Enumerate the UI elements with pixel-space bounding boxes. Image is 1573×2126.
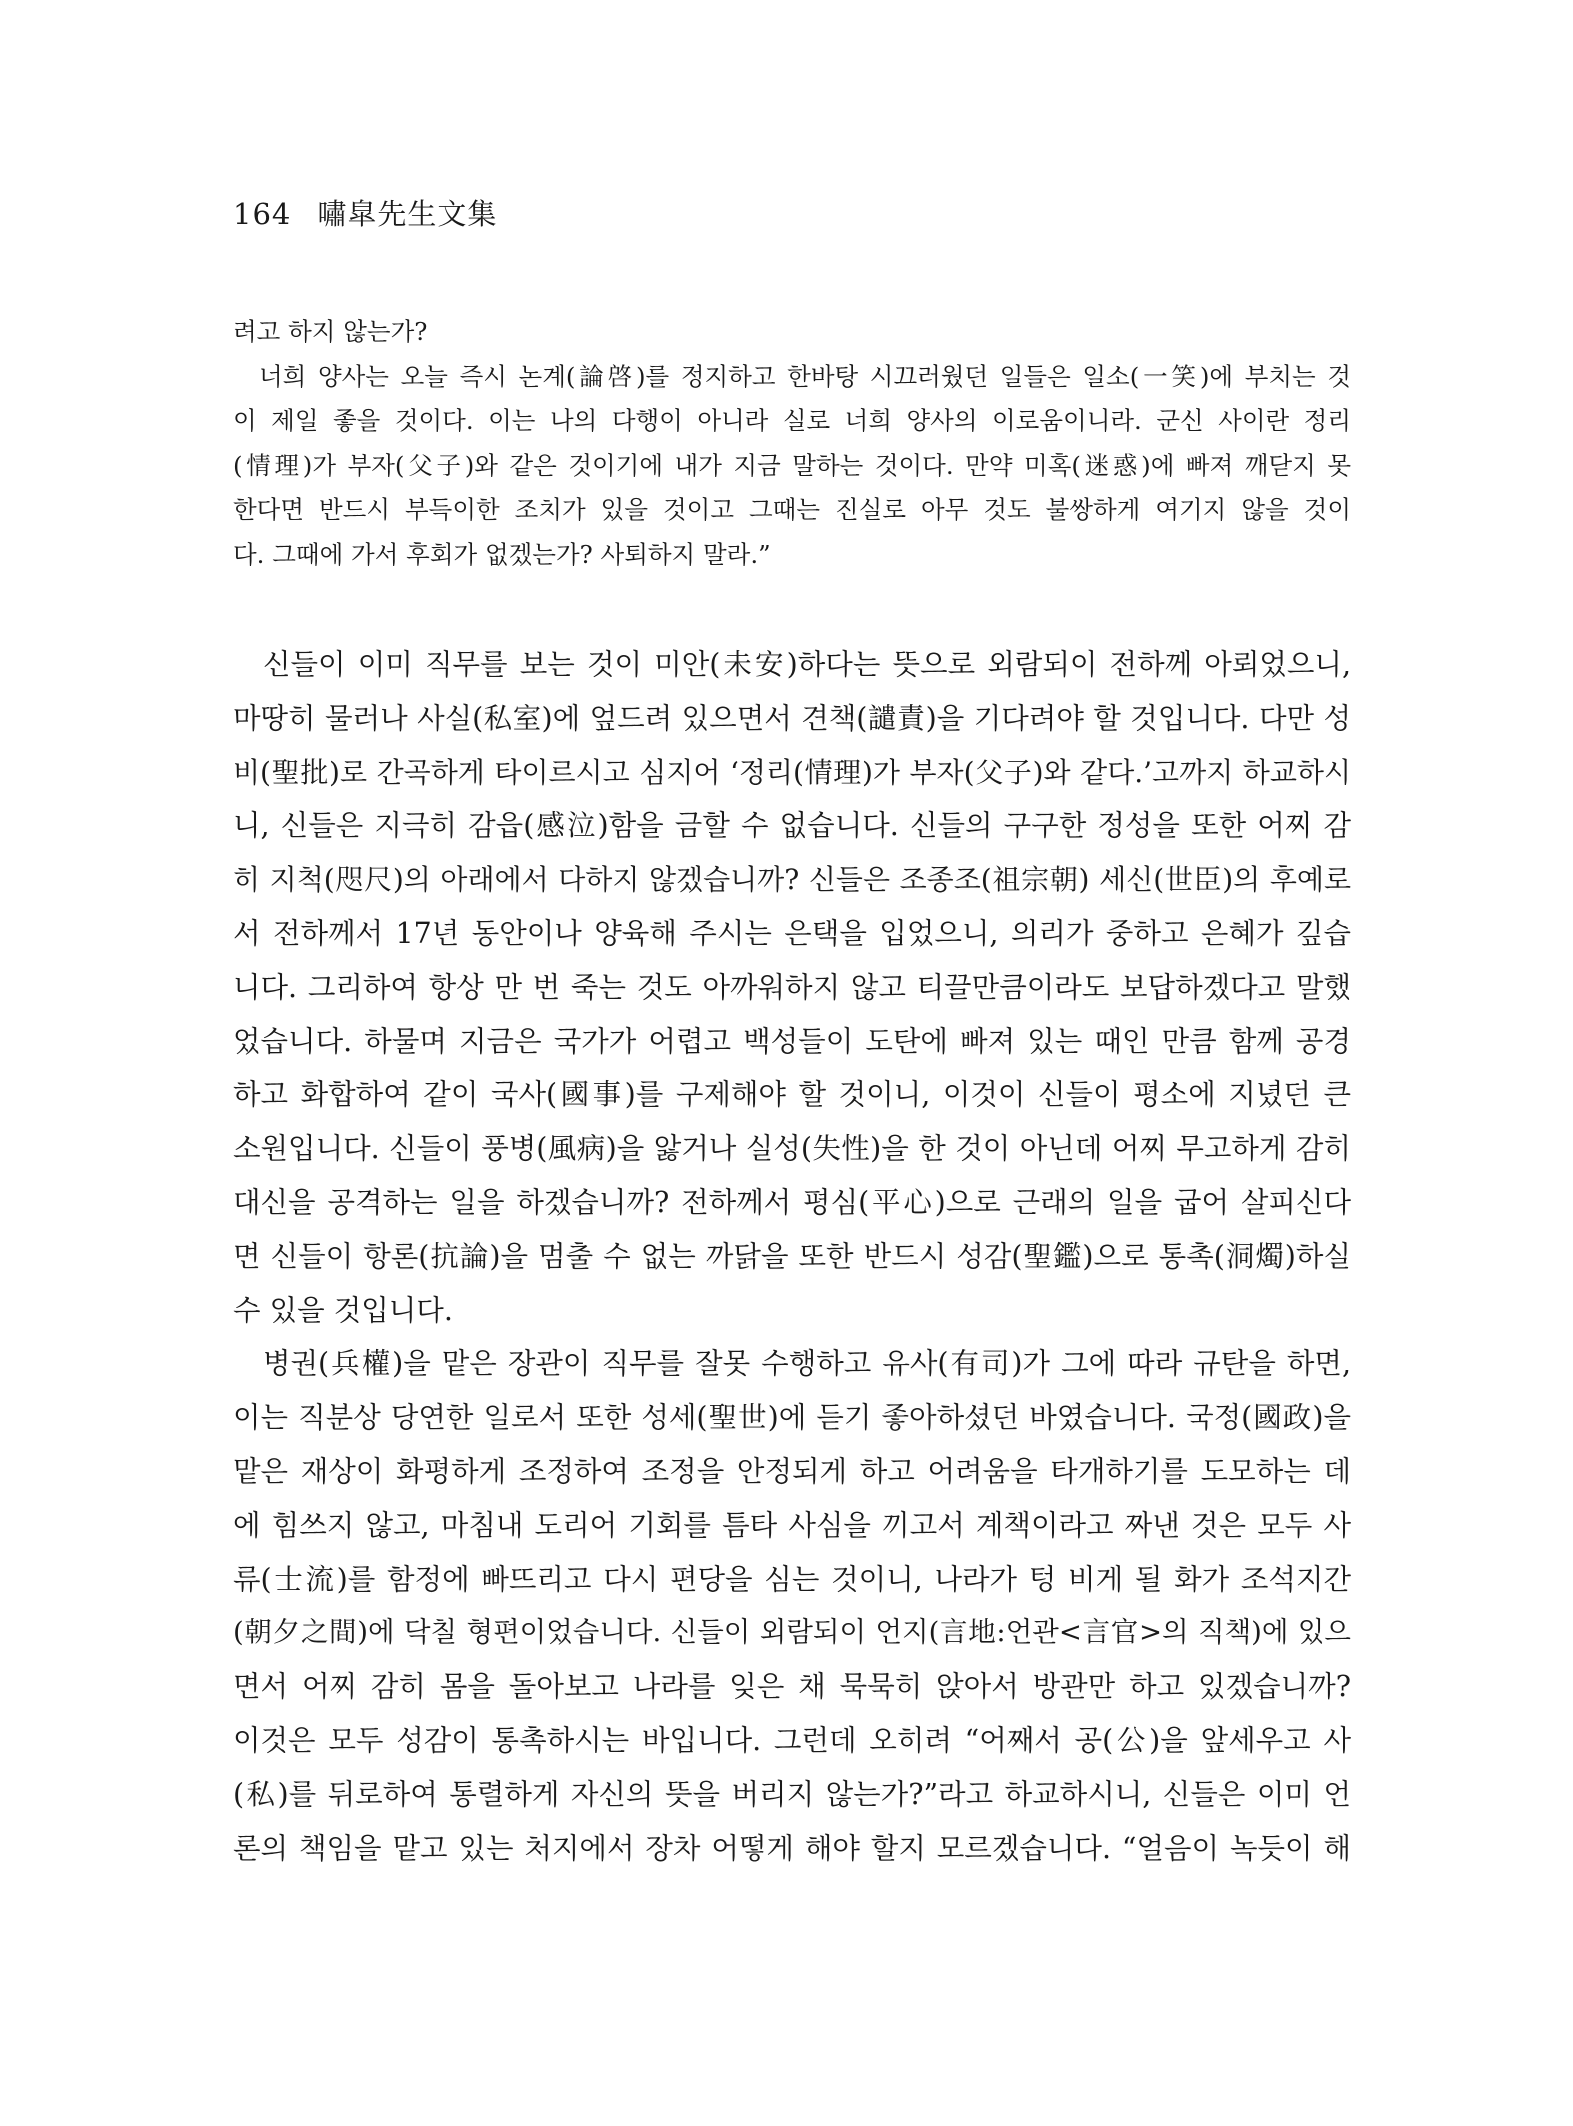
text-line: 류(士流)를 함정에 빠뜨리고 다시 편당을 심는 것이니, 나라가 텅 비게 될 화가 조석지간 — [233, 1562, 1351, 1596]
text-line: 대신을 공격하는 일을 하겠습니까? 전하께서 평심(平心)으로 근래의 일을 굽어 살피신다 — [233, 1185, 1351, 1219]
text-line: 맡은 재상이 화평하게 조정하여 조정을 안정되게 하고 어려움을 타개하기를 도모하는 데 — [233, 1454, 1351, 1488]
text-line: 비(聖批)로 간곡하게 타이르시고 심지어 ‘정리(情理)가 부자(父子)와 같다.’고까지 하교하시 — [233, 755, 1351, 789]
text-line: 니, 신들은 지극히 감읍(感泣)함을 금할 수 없습니다. 신들의 구구한 정성을 또한 어찌 감 — [233, 809, 1351, 843]
text-line: 병권(兵權)을 맡은 장관이 직무를 잘못 수행하고 유사(有司)가 그에 따라 규탄을 하면, — [263, 1347, 1351, 1381]
book-title: 嘯皐先生文集 — [317, 197, 498, 231]
text-line: (朝夕之間)에 닥칠 형편이었습니다. 신들이 외람되이 언지(言地:언관<言官>의 직책)에 있으 — [233, 1616, 1351, 1649]
text-line: 한다면 반드시 부득이한 조치가 있을 것이고 그때는 진실로 아무 것도 불쌍하게 여기지 않을 것이 — [233, 495, 1351, 525]
text-line: 하고 화합하여 같이 국사(國事)를 구제해야 할 것이니, 이것이 신들이 평소에 지녔던 큰 — [233, 1078, 1351, 1112]
running-header — [233, 192, 497, 233]
text-line: 마땅히 물러나 사실(私室)에 엎드려 있으면서 견책(譴責)을 기다려야 할 것입니다. 다만 성 — [233, 701, 1351, 735]
text-line: 이 제일 좋을 것이다. 이는 나의 다행이 아니라 실로 너희 양사의 이로움이니라. 군신 사이란 정리 — [233, 406, 1351, 436]
paragraph — [233, 1337, 1351, 1875]
text-line: (私)를 뒤로하여 통렬하게 자신의 뜻을 버리지 않는가?”라고 하교하시니, 신들은 이미 언 — [233, 1777, 1351, 1811]
page-number: 164 — [233, 197, 292, 231]
text-line: 니다. 그리하여 항상 만 번 죽는 것도 아까워하지 않고 티끌만큼이라도 보답하겠다고 말했 — [233, 970, 1351, 1004]
text-line: 면 신들이 항론(抗論)을 멈출 수 없는 까닭을 또한 반드시 성감(聖鑑)으로 통촉(洞燭)하실 — [233, 1239, 1351, 1273]
quoted-royal-reply — [233, 310, 1351, 578]
body-text — [233, 638, 1351, 1875]
text-line: 소원입니다. 신들이 풍병(風病)을 앓거나 실성(失性)을 한 것이 아닌데 어찌 무고하게 감히 — [233, 1132, 1351, 1166]
text-line: 에 힘쓰지 않고, 마침내 도리어 기회를 틈타 사심을 끼고서 계책이라고 짜낸 것은 모두 사 — [233, 1508, 1351, 1542]
text-line: 이는 직분상 당연한 일로서 또한 성세(聖世)에 듣기 좋아하셨던 바였습니다. 국정(國政)을 — [233, 1401, 1351, 1435]
text-line: 다. 그때에 가서 후회가 없겠는가? 사퇴하지 말라.” — [233, 539, 771, 569]
paragraph — [233, 638, 1351, 1337]
text-line: 면서 어찌 감히 몸을 돌아보고 나라를 잊은 채 묵묵히 앉아서 방관만 하고 있겠습니까? — [233, 1670, 1351, 1704]
text-line: 론의 책임을 맡고 있는 처지에서 장차 어떻게 해야 할지 모르겠습니다. “얼음이 녹듯이 해 — [233, 1831, 1351, 1865]
text-line: 수 있을 것입니다. — [233, 1293, 453, 1327]
text-line: 너희 양사는 오늘 즉시 논계(論啓)를 정지하고 한바탕 시끄러웠던 일들은 일소(一笑)에 부치는 것 — [259, 361, 1351, 391]
text-line: 려고 하지 않는가? — [233, 317, 428, 346]
text-line: 이것은 모두 성감이 통촉하시는 바입니다. 그런데 오히려 “어째서 공(公)을 앞세우고 사 — [233, 1723, 1351, 1757]
text-line: 히 지척(咫尺)의 아래에서 다하지 않겠습니까? 신들은 조종조(祖宗朝) 세신(世臣)의 후예로 — [233, 863, 1351, 897]
text-line: 었습니다. 하물며 지금은 국가가 어렵고 백성들이 도탄에 빠져 있는 때인 만큼 함께 공경 — [233, 1024, 1351, 1058]
text-line: (情理)가 부자(父子)와 같은 것이기에 내가 지금 말하는 것이다. 만약 미혹(迷惑)에 빠져 깨닫지 못 — [233, 450, 1351, 480]
text-line: 신들이 이미 직무를 보는 것이 미안(未安)하다는 뜻으로 외람되이 전하께 아뢰었으니, — [263, 648, 1351, 681]
text-line: 서 전하께서 17년 동안이나 양육해 주시는 은택을 입었으니, 의리가 중하고 은혜가 깊습 — [233, 916, 1351, 950]
